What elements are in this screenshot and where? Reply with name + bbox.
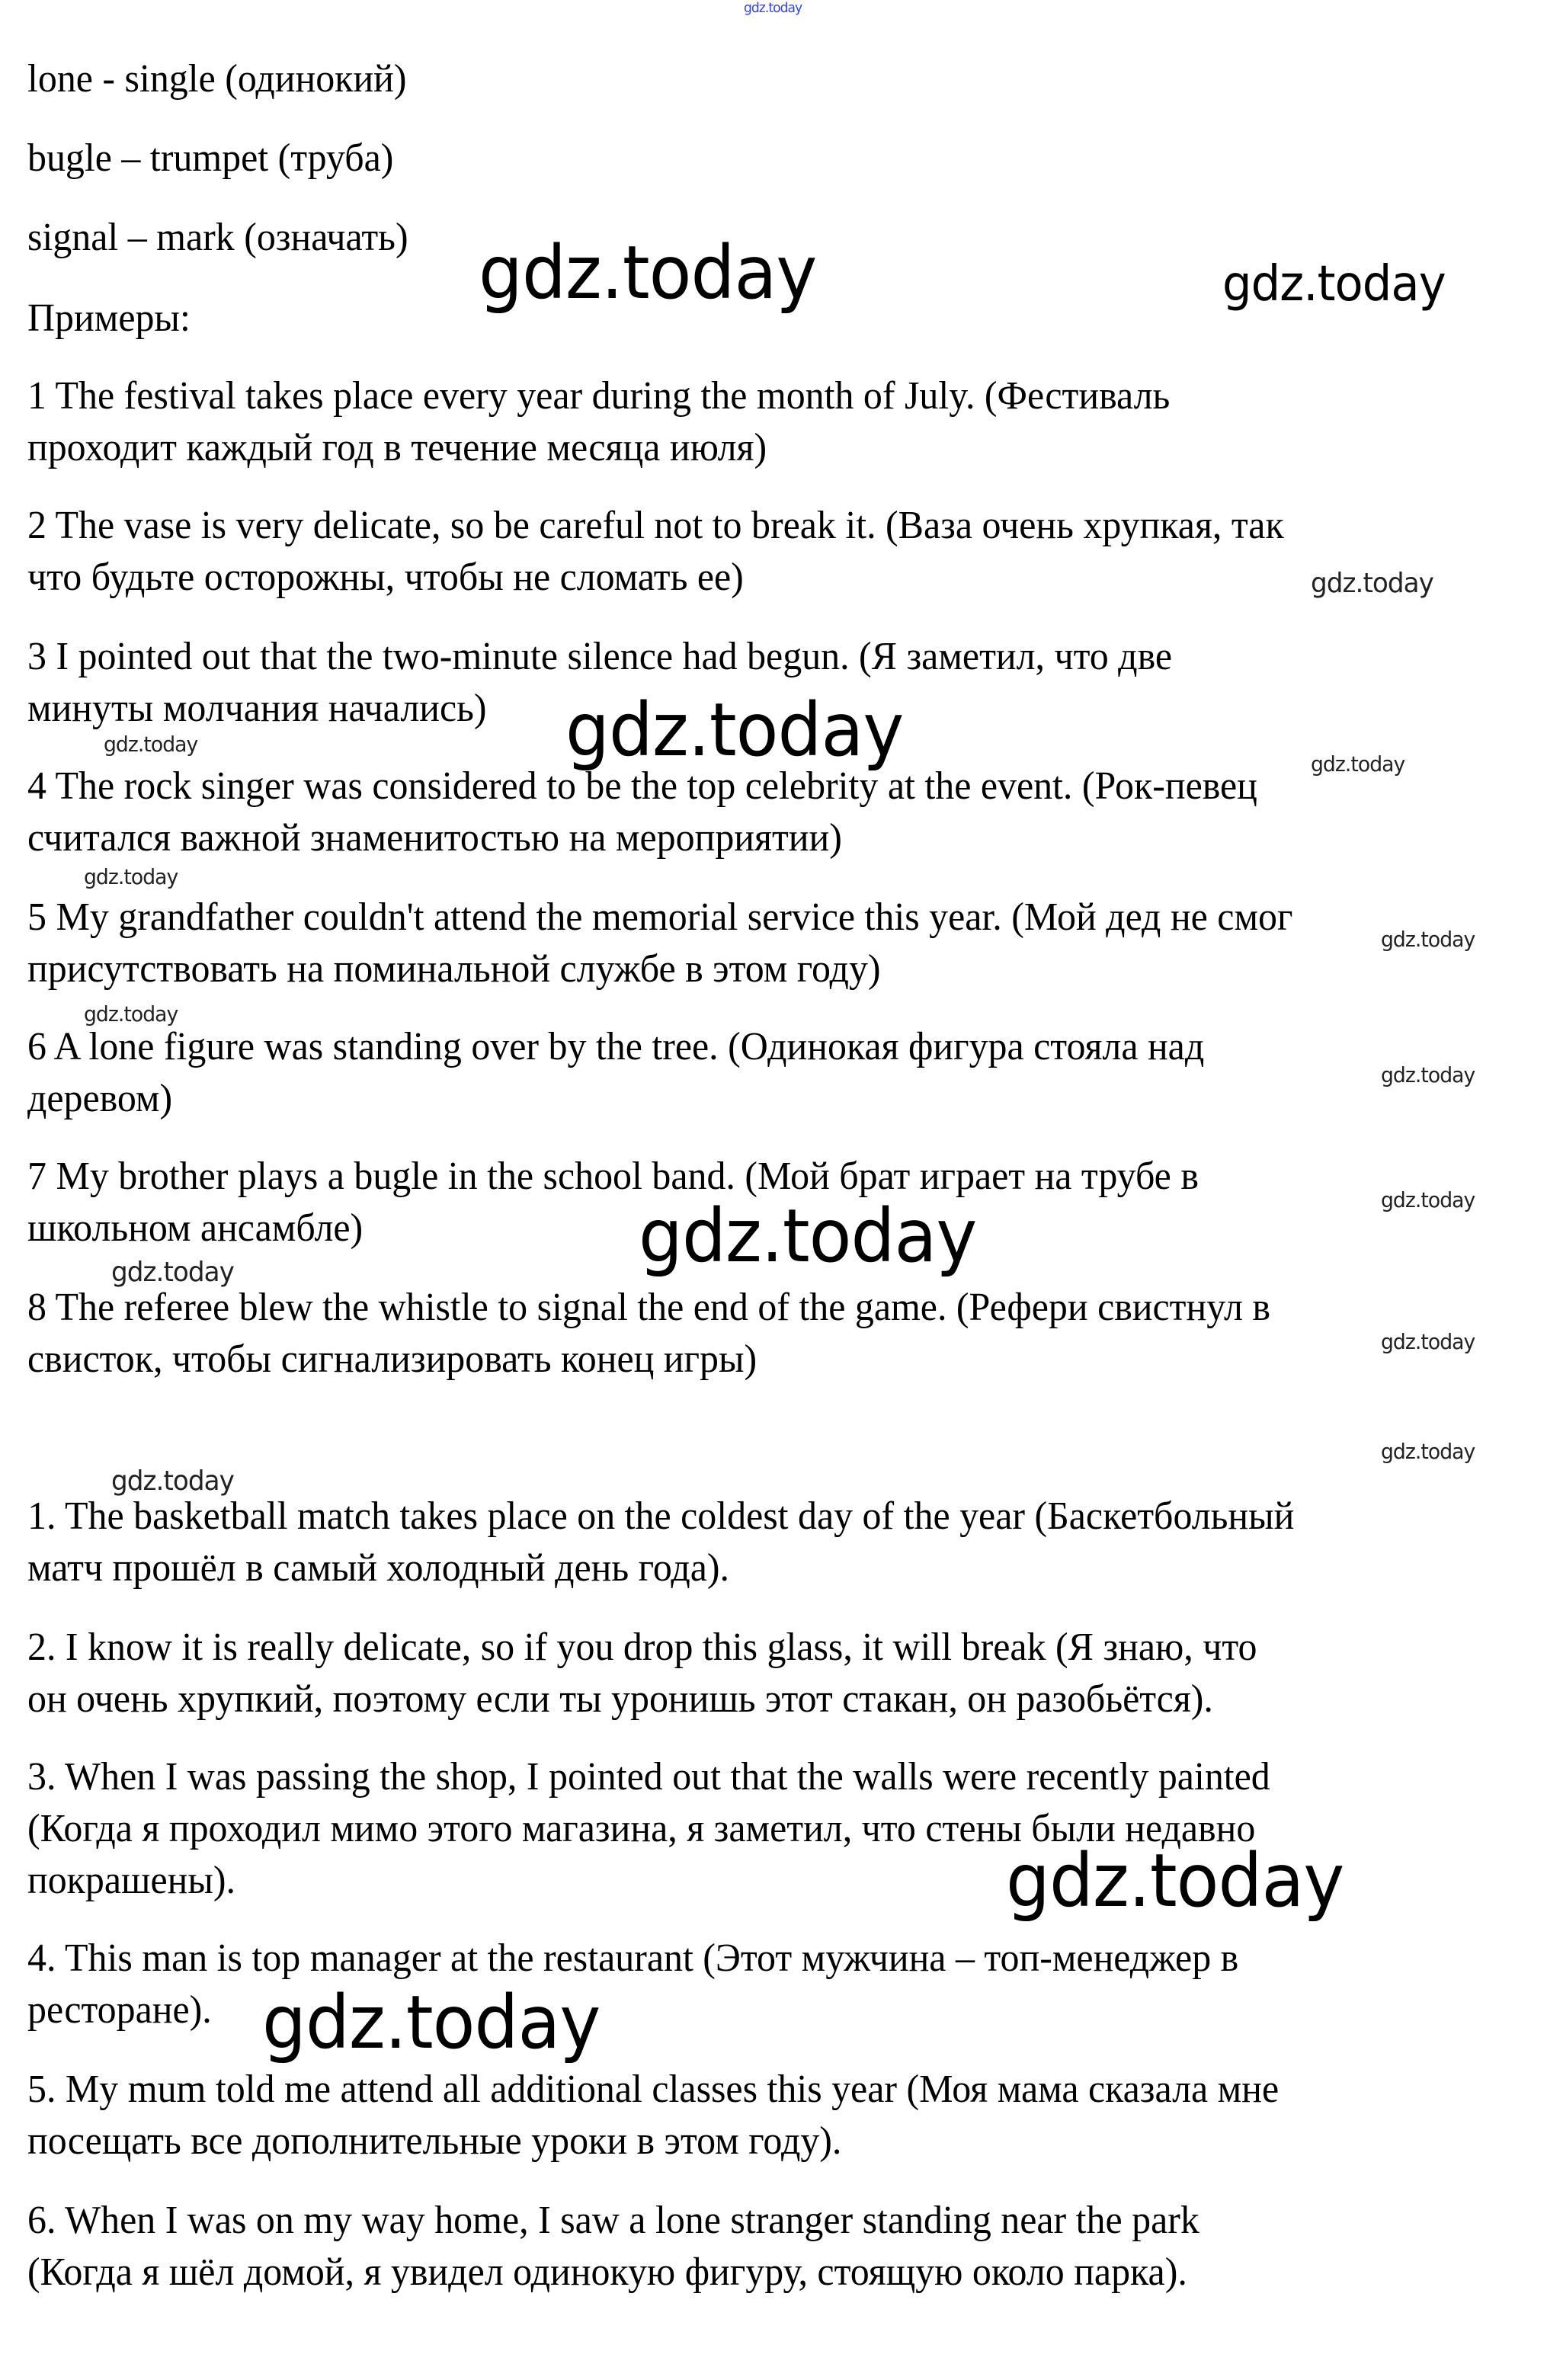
line: 2 The vase is very delicate, so be careful not to break it. (Ваза очень хрупкая, так (27, 504, 1284, 547)
watermark: gdz.today (262, 1980, 601, 2065)
line: (Когда я шёл домой, я увидел одинокую фигуру, стоящую около парка). (27, 2250, 1187, 2294)
vocab-text: signal – mark (означать) (27, 216, 408, 259)
watermark: gdz.today (1381, 1439, 1475, 1464)
line: 5 My grandfather couldn't attend the memorial service this year. (Мой дед не смог (27, 895, 1293, 939)
sentence-1 (27, 1491, 1294, 1594)
example-3 (27, 631, 1172, 735)
sentence-2 (27, 1622, 1257, 1725)
watermark: gdz.today (479, 230, 817, 316)
line: (Когда я проходил мимо этого магазина, я заметил, что стены были недавно (27, 1807, 1256, 1850)
watermark: gdz.today (565, 687, 904, 773)
line: посещать все дополнительные уроки в этом году). (27, 2119, 842, 2163)
vocab-lone (27, 53, 407, 105)
line: деревом) (27, 1077, 173, 1120)
example-1 (27, 370, 1170, 474)
sentence-4 (27, 1933, 1238, 2036)
watermark: gdz.today (84, 864, 178, 889)
watermark: gdz.today (1311, 751, 1405, 777)
vocab-text: bugle – trumpet (труба) (27, 136, 394, 180)
line: он очень хрупкий, поэтому если ты уронишь этот стакан, он разобьётся). (27, 1677, 1213, 1721)
vocab-signal (27, 212, 408, 264)
line: 1 The festival takes place every year during the month of July. (Фестиваль (27, 374, 1171, 418)
line: что будьте осторожны, чтобы не сломать ее) (27, 556, 744, 599)
line: 4 The rock singer was considered to be the top celebrity at the event. (Рок-певец (27, 764, 1257, 808)
watermark: gdz.today (111, 1257, 234, 1288)
watermark: gdz.today (1381, 927, 1475, 952)
line: 6 A lone figure was standing over by the tree. (Одинокая фигура стояла над (27, 1025, 1205, 1068)
line: 8 The referee blew the whistle to signal the end of the game. (Рефери свистнул в (27, 1286, 1270, 1329)
line: 1. The basketball match takes place on the coldest day of the year (Баскетбольный (27, 1494, 1295, 1538)
example-4 (27, 761, 1257, 864)
sentence-5 (27, 2064, 1279, 2167)
line: 3 I pointed out that the two-minute silence had begun. (Я заметил, что две (27, 635, 1173, 678)
example-8 (27, 1282, 1270, 1385)
line: присутствовать на поминальной службе в этом году) (27, 947, 881, 991)
example-6 (27, 1021, 1204, 1125)
watermark: gdz.today (111, 1465, 234, 1497)
watermark: gdz.today (1381, 1187, 1475, 1212)
examples-heading (27, 293, 191, 344)
line: 6. When I was on my way home, I saw a lone stranger standing near the park (27, 2199, 1199, 2242)
example-5 (27, 892, 1292, 995)
line: свисток, чтобы сигнализировать конец игры) (27, 1337, 757, 1381)
watermark: gdz.today (1222, 256, 1446, 312)
watermark: gdz.today (639, 1193, 977, 1279)
line: 5. My mum told me attend all additional classes this year (Моя мама сказала мне (27, 2068, 1280, 2111)
line: 2. I know it is really delicate, so if you drop this glass, it will break (Я знаю, что (27, 1626, 1257, 1669)
line: матч прошёл в самый холодный день года). (27, 1546, 730, 1590)
line: покрашены). (27, 1859, 235, 1902)
line: ресторане). (27, 1988, 212, 2032)
line: минуты молчания начались) (27, 687, 487, 730)
sentence-6 (27, 2195, 1199, 2298)
line: 7 My brother plays a bugle in the school band. (Мой брат играет на трубе в (27, 1155, 1199, 1198)
watermark: gdz.today (1381, 1062, 1475, 1087)
watermark: gdz.today (104, 732, 198, 757)
line: школьном ансамбле) (27, 1206, 364, 1250)
watermark: gdz.today (1311, 568, 1433, 599)
example-7 (27, 1151, 1199, 1254)
line: 4. This man is top manager at the restaurant (Этот мужчина – топ-менеджер в (27, 1936, 1239, 1980)
vocab-bugle (27, 133, 393, 184)
watermark: gdz.today (1006, 1838, 1344, 1924)
example-2 (27, 500, 1284, 604)
watermark: gdz.today (744, 0, 802, 16)
watermark: gdz.today (84, 1001, 178, 1027)
vocab-text: lone - single (одинокий) (27, 57, 407, 101)
watermark: gdz.today (1381, 1329, 1475, 1354)
heading-text: Примеры: (27, 296, 191, 340)
line: 3. When I was passing the shop, I pointed out that the walls were recently painted (27, 1755, 1270, 1799)
line: проходит каждый год в течение месяца июля) (27, 426, 767, 469)
sentence-3 (27, 1751, 1270, 1907)
line: считался важной знаменитостью на мероприятии) (27, 816, 842, 860)
